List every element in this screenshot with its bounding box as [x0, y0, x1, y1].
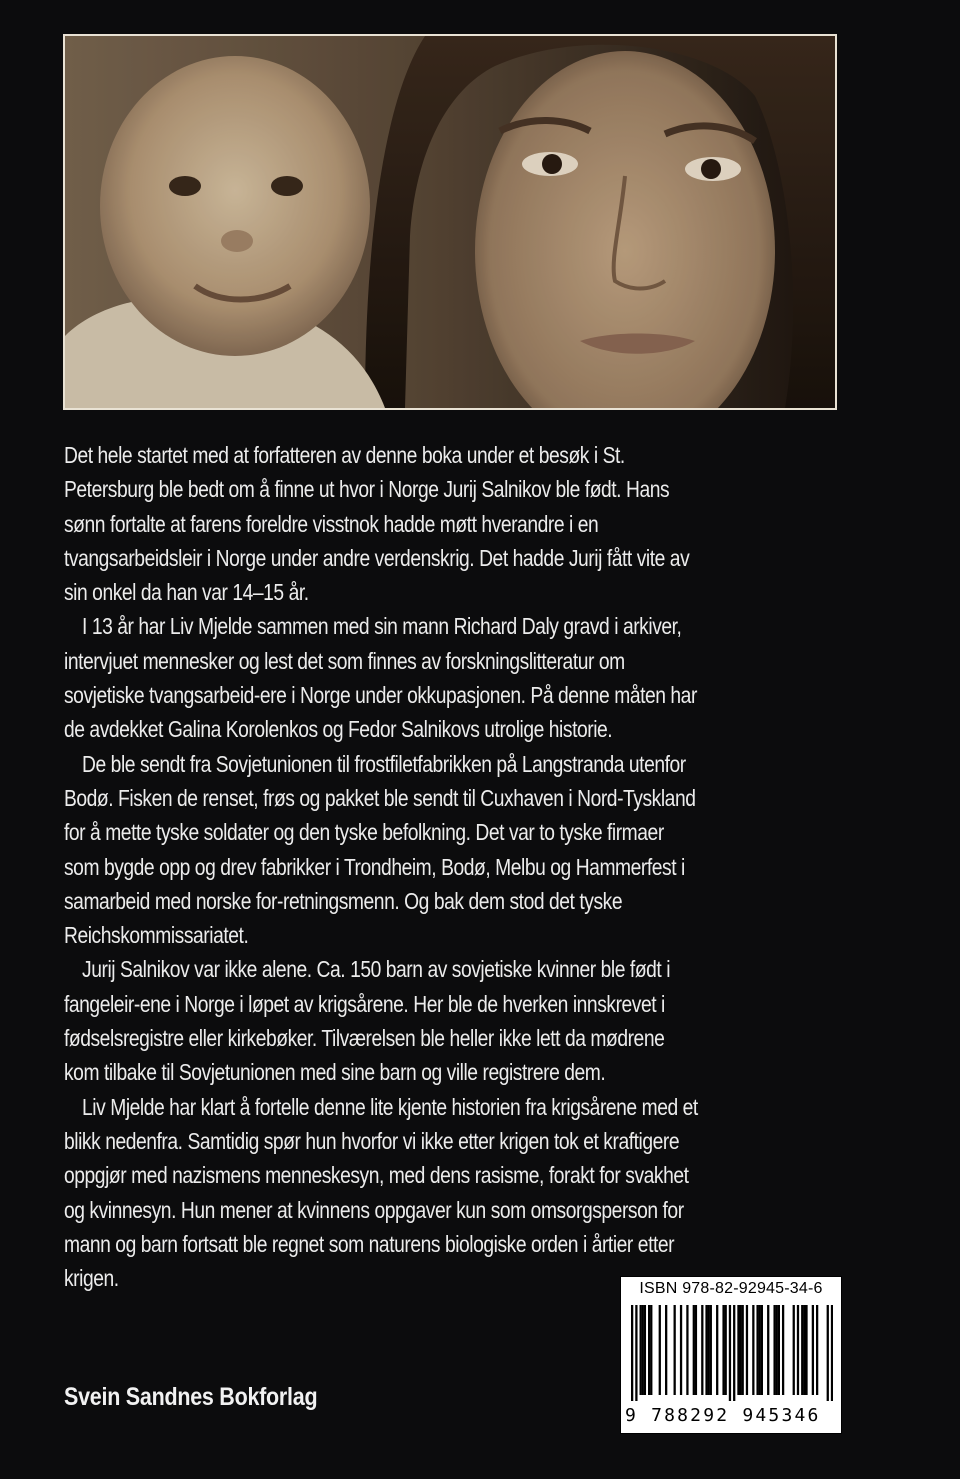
blurb-paragraph-1: Det hele startet med at forfatteren av denne boka under et besøk i St. Petersburg ble bedt om å finne ut hvor i Norge Jurij Salnikov ble født. Hans sønn fortalte at farens foreldre visstnok hadde møtt hverandre i en tvangsarbeidsleir i Norge under andre verdenskrig. Det hadde Jurij fått vite av sin onkel da han var 14–15 år. — [64, 442, 690, 606]
barcode-bar — [710, 1305, 712, 1395]
barcode-bar — [693, 1305, 695, 1395]
blurb-text — [64, 438, 704, 1295]
barcode-bar — [803, 1305, 805, 1395]
barcode-bar — [756, 1305, 758, 1395]
barcode-bar — [805, 1305, 807, 1395]
barcode-bar — [831, 1305, 833, 1401]
barcode-bar — [665, 1305, 667, 1395]
blurb-paragraph-4: Jurij Salnikov var ikke alene. Ca. 150 barn av sovjetiske kvinner ble født i fangeleir-ene i Norge i løpet av krigsårene. Her ble de hverken innskrevet i fødselsregistre eller kirkebøker. Tilværelsen ble heller ikke lett da mødrene kom tilbake til Sovjetunionen med sine barn og ville registrere dem. — [64, 956, 671, 1086]
barcode-icon — [631, 1305, 833, 1401]
barcode-bar — [705, 1305, 707, 1395]
barcode-bar — [640, 1305, 642, 1395]
cover-photo — [63, 34, 837, 410]
blurb-paragraph-2: I 13 år har Liv Mjelde sammen med sin mann Richard Daly gravd i arkiver, intervjuet mennesker og lest det som finnes av forskningslitteratur om sovjetiske tvangsarbeid-ere i Norge under okkupasjonen. På denne måten har de avdekket Galina Korolenkos og Fedor Salnikovs utrolige historie. — [64, 613, 697, 743]
barcode-bar — [761, 1305, 763, 1395]
barcode-bar — [644, 1305, 646, 1395]
blurb-paragraph-5: Liv Mjelde har klart å fortelle denne lite kjente historien fra krigsårene med et blikk nedenfra. Samtidig spør hun hvorfor vi ikke etter krigen tok et kraftigere oppgjør med nazismens menneskesyn, med dens rasisme, forakt for svakhet og kvinnesyn. Hun mener at kvinnens oppgaver kun som omsorgsperson for mann og barn fortsatt ble regnet som naturens biologiske orden i årtier etter krigen. — [64, 1093, 698, 1292]
publisher-name: Svein Sandnes Bokforlag — [64, 1383, 318, 1411]
barcode-bar — [701, 1305, 703, 1395]
barcode-bar — [733, 1305, 735, 1401]
barcode-bar — [716, 1305, 718, 1395]
barcode-bar — [742, 1305, 744, 1395]
ean-digits: 9 788292 945346 — [625, 1405, 821, 1426]
barcode-bar — [648, 1305, 650, 1395]
barcode-bar — [659, 1305, 661, 1395]
barcode-bar — [729, 1305, 731, 1401]
barcode-bar — [816, 1305, 818, 1395]
barcode-bar — [812, 1305, 814, 1395]
barcode-bar — [752, 1305, 754, 1395]
barcode-bar — [776, 1305, 778, 1395]
barcode-bar — [674, 1305, 676, 1395]
barcode-bar — [722, 1305, 724, 1395]
barcode-bar — [801, 1305, 803, 1395]
isbn-number: ISBN 978-82-92945-34-6 — [639, 1280, 823, 1297]
barcode-bar — [827, 1305, 829, 1401]
barcode-bar — [650, 1305, 652, 1395]
barcode-bar — [782, 1305, 784, 1395]
barcode-bar — [797, 1305, 799, 1395]
barcode-bar — [759, 1305, 761, 1395]
barcode-bar — [631, 1305, 633, 1401]
barcode-bar — [739, 1305, 741, 1395]
barcode-bar — [773, 1305, 775, 1395]
barcode-bar — [725, 1305, 727, 1395]
mother-and-baby-photo-icon — [65, 36, 835, 408]
isbn-barcode-box — [620, 1276, 842, 1434]
barcode-bar — [708, 1305, 710, 1395]
barcode-bar — [635, 1305, 637, 1401]
barcode-bar — [793, 1305, 795, 1395]
barcode-bar — [746, 1305, 748, 1395]
barcode-bar — [680, 1305, 682, 1395]
barcode-bar — [737, 1305, 739, 1395]
barcode-bar — [686, 1305, 688, 1395]
blurb-paragraph-3: De ble sendt fra Sovjetunionen til frostfiletfabrikken på Langstranda utenfor Bodø. Fisken de renset, frøs og pakket ble sendt til Cuxhaven i Nord-Tyskland for å mette tyske soldater og den tyske befolkning. Det var to tyske firmaer som bygde opp og drev fabrikker i Trondheim, Bodø, Melbu og Hammerfest i samarbeid med norske for-retningsmenn. Og bak dem stod det tyske Reichskommissariatet. — [64, 750, 696, 949]
barcode-bar — [695, 1305, 697, 1395]
barcode-bar — [642, 1305, 644, 1395]
barcode-bar — [778, 1305, 780, 1395]
barcode-bar — [767, 1305, 769, 1395]
